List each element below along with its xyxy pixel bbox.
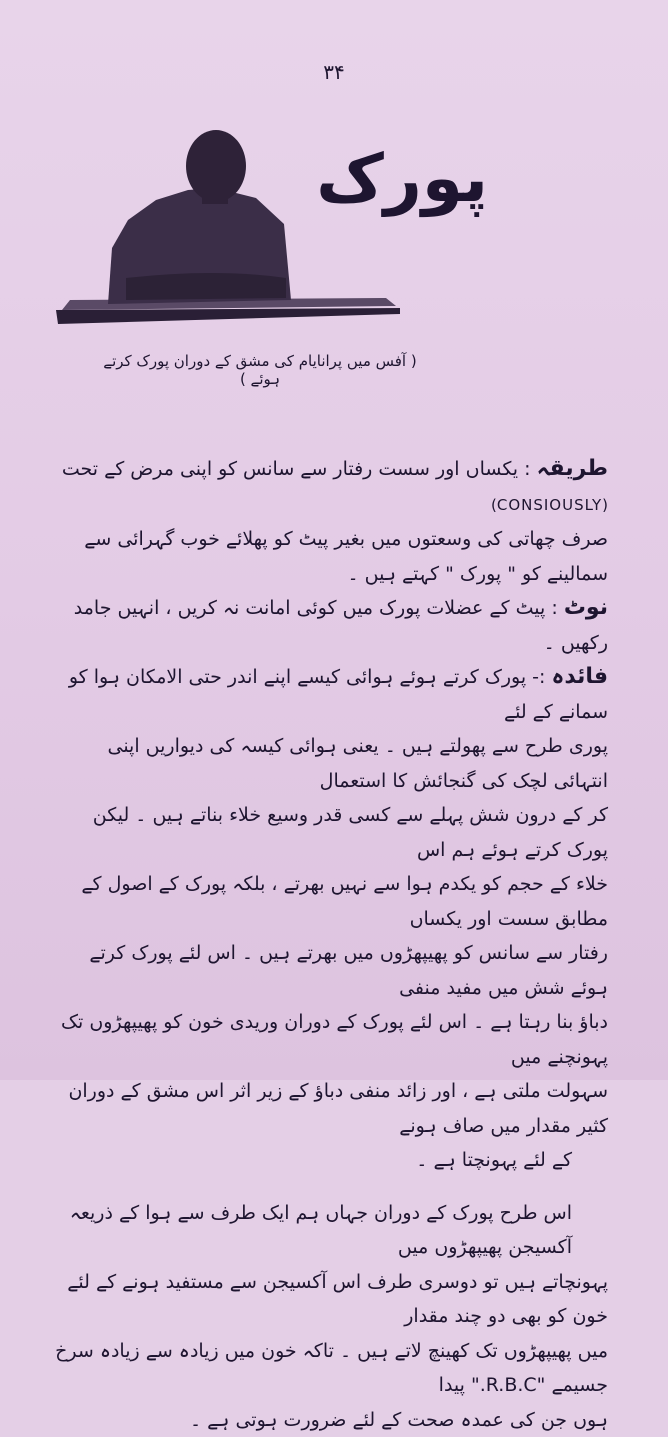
method-continuation: صرف چھاتی کی وسعتوں میں بغیر پیٹ کو پھلائے خوب گہرائی سے سمالینے کو " پورک " کہتے ہیں ۔ bbox=[50, 522, 608, 591]
benefit-line: دباؤ بنا رہتا ہے ۔ اس لئے پورک کے دوران وریدی خون کو پھیپھڑوں تک پہونچنے میں bbox=[50, 1005, 608, 1074]
method-label: طریقہ bbox=[537, 456, 608, 481]
closing-line: اس طرح پورک کے دوران جہاں ہم ایک طرف سے ہوا کے ذریعہ آکسیجن پھیپھڑوں میں bbox=[50, 1196, 608, 1265]
benefit-line: کر کے درون شش پہلے سے کسی قدر وسیع خلاء بناتے ہیں ۔ لیکن پورک کرتے ہوئے ہم اس bbox=[50, 798, 608, 867]
benefit-text: :- پورک کرتے ہوئے ہوائی کیسے اپنے اندر حتی الامکان ہوا کو سمانے کے لئے bbox=[69, 666, 608, 723]
benefit-line: خلاء کے حجم کو یکدم ہوا سے نہیں بھرتے ، بلکہ پورک کے اصول کے مطابق سست اور یکساں bbox=[50, 867, 608, 936]
page-number: ۳۴ bbox=[0, 60, 668, 84]
benefit-line bbox=[50, 660, 608, 729]
benefit-line: رفتار سے سانس کو پھیپھڑوں میں بھرتے ہیں ۔ اس لئے پورک کرتے ہوئے شش میں مفید منفی bbox=[50, 936, 608, 1005]
method-paragraph bbox=[50, 452, 608, 522]
closing-line: ہوں جن کی عمدہ صحت کے لئے ضرورت ہوتی ہے ۔ bbox=[50, 1403, 608, 1437]
benefit-line: سہولت ملتی ہے ، اور زائد منفی دباؤ کے زیر اثر اس مشق کے دوران کثیر مقدار میں صاف ہونے bbox=[50, 1074, 608, 1143]
method-text: : یکساں اور سست رفتار سے سانس کو اپنی مرض کے تحت bbox=[62, 458, 531, 480]
benefit-line: کے لئے پہونچتا ہے ۔ bbox=[50, 1143, 608, 1178]
body-text bbox=[50, 452, 608, 1437]
closing-line: میں پھیپھڑوں تک کھینچ لاتے ہیں ۔ تاکہ خون میں زیادہ سے زیادہ سرخ جسیمے "R.B.C." پیدا bbox=[50, 1334, 608, 1403]
photo-caption: ( آفس میں پرانایام کی مشق کے دوران پورک کرتے ہوئے ) bbox=[100, 352, 420, 388]
benefit-line: پوری طرح سے پھولتے ہیں ۔ یعنی ہوائی کیسہ کی دیواریں اپنی انتہائی لچک کی گنجائش کا استعمال bbox=[50, 729, 608, 798]
note-text: : پیٹ کے عضلات پورک میں کوئی امانت نہ کریں ، انہیں جامد رکھیں ۔ bbox=[74, 597, 608, 654]
benefit-label: فائدہ bbox=[551, 664, 608, 689]
note-paragraph bbox=[50, 591, 608, 660]
note-label: نوٹ bbox=[564, 595, 608, 620]
closing-line: پہونچاتے ہیں تو دوسری طرف اس آکسیجن سے مستفید ہونے کے لئے خون کو بھی دو چند مقدار bbox=[50, 1265, 608, 1334]
method-latin-term: (CONSIOUSLY) bbox=[491, 496, 608, 514]
chapter-title: پورک bbox=[316, 140, 488, 217]
